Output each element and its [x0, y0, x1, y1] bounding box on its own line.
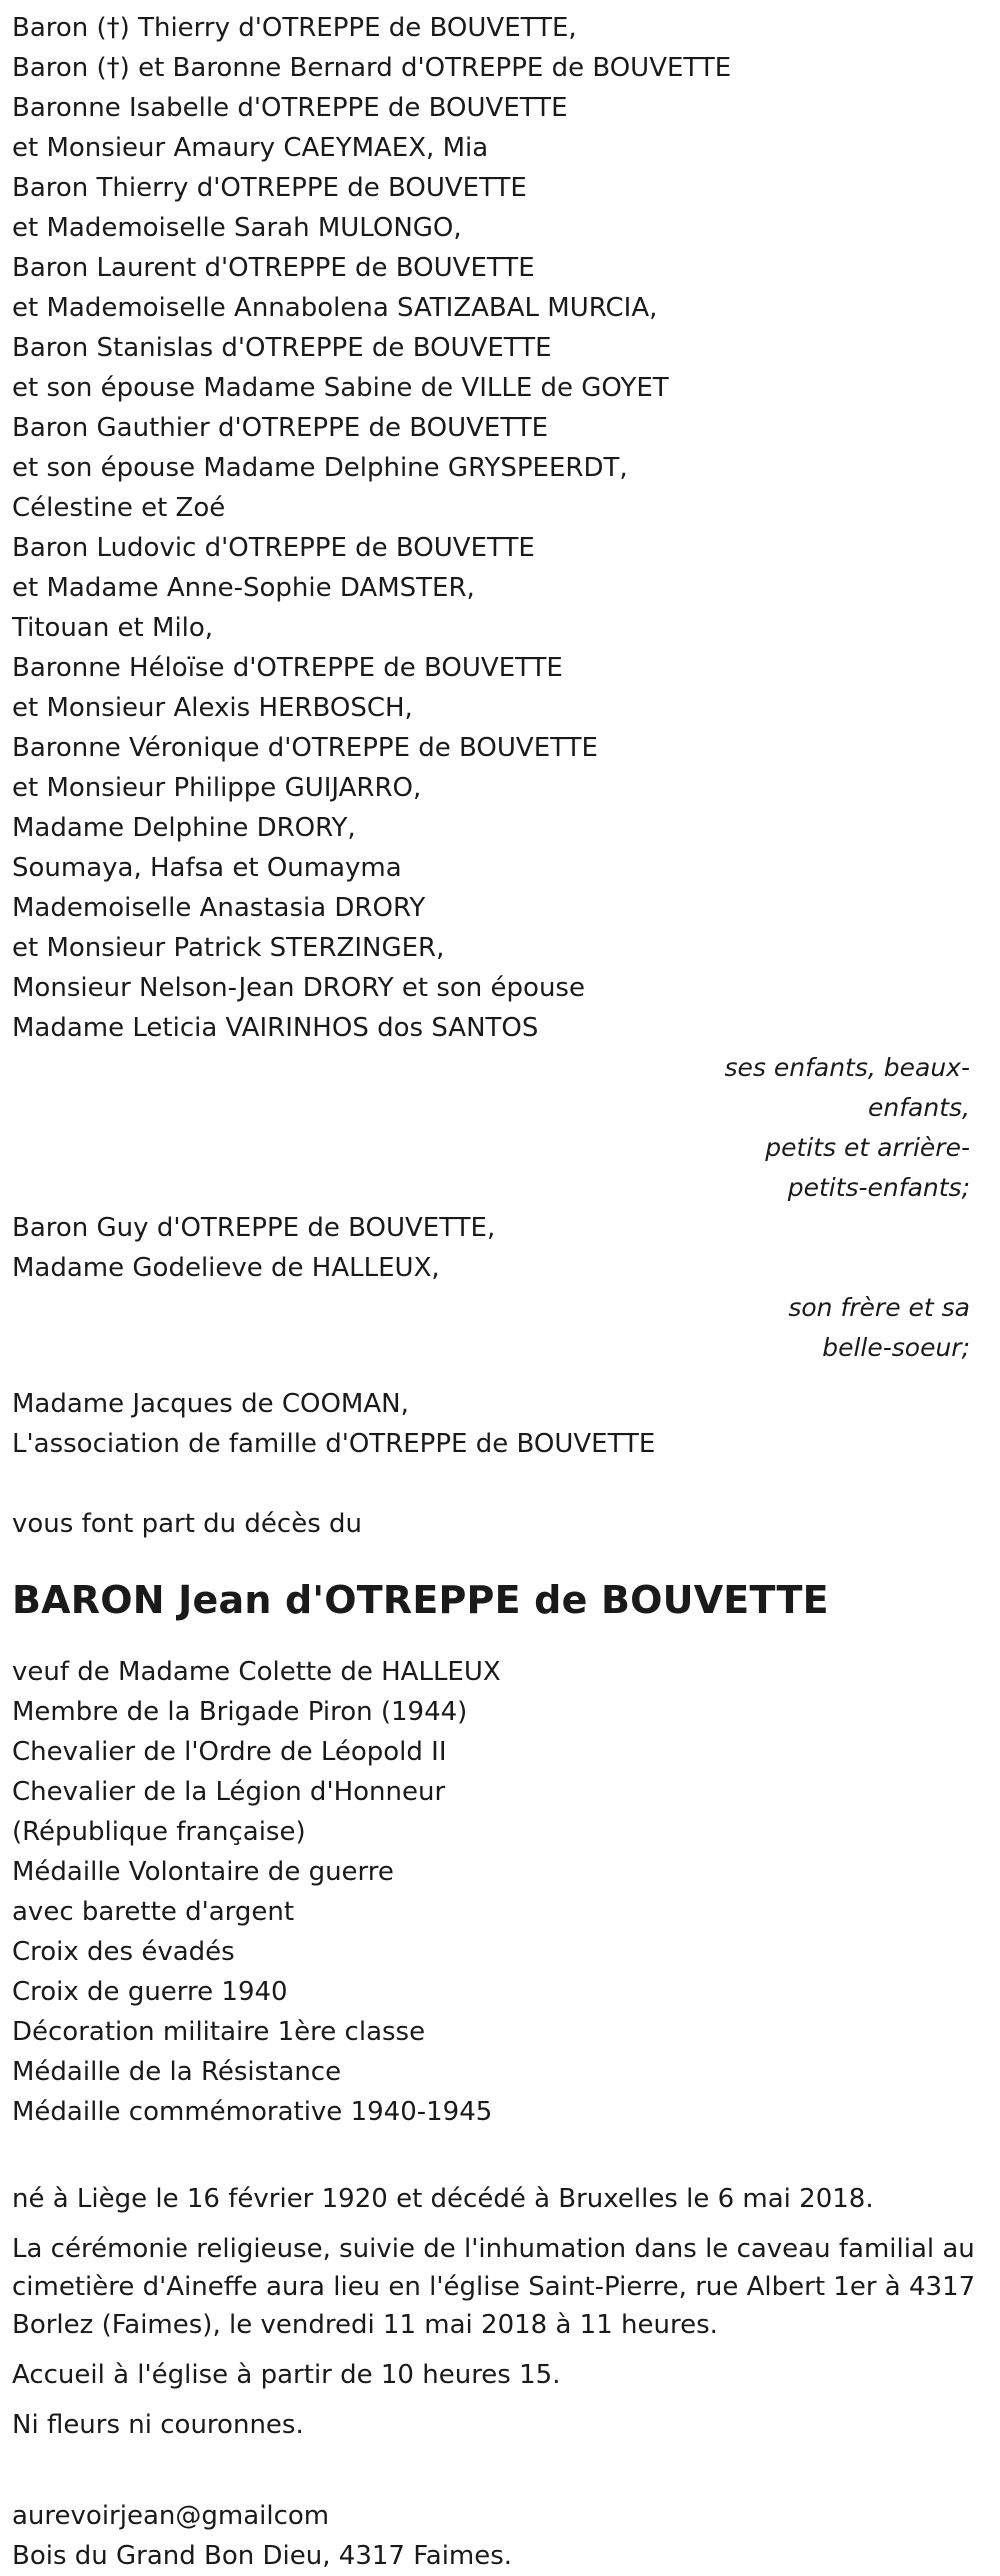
- mourner-line: Baronne Véronique d'OTREPPE de BOUVETTE: [12, 733, 598, 763]
- mourner-line: Baron Laurent d'OTREPPE de BOUVETTE: [12, 253, 535, 283]
- contact-email: aurevoirjean@gmailcom: [12, 2501, 330, 2531]
- mourner-line: et Monsieur Amaury CAEYMAEX, Mia: [12, 133, 489, 163]
- title-line: (République française): [12, 1817, 306, 1847]
- title-line: Médaille commémorative 1940-1945: [12, 2097, 493, 2127]
- relation-line: petits et arrière-: [765, 1133, 970, 1162]
- title-line: veuf de Madame Colette de HALLEUX: [12, 1657, 501, 1687]
- contact-block: [12, 2496, 988, 2576]
- mourner-line: Monsieur Nelson-Jean DRORY et son épouse: [12, 973, 585, 1003]
- relation-group-1: [12, 1048, 988, 1208]
- title-line: Croix des évadés: [12, 1937, 235, 1967]
- mourner-line: Célestine et Zoé: [12, 493, 226, 523]
- mourner-line: et Monsieur Philippe GUIJARRO,: [12, 773, 422, 803]
- mourner-line: Soumaya, Hafsa et Oumayma: [12, 853, 402, 883]
- deceased-name: BARON Jean d'OTREPPE de BOUVETTE: [12, 1578, 829, 1622]
- mourner-line: Madame Godelieve de HALLEUX,: [12, 1253, 440, 1283]
- announcement: vous font part du décès du: [12, 1509, 362, 1539]
- mourner-line: Baron (†) Thierry d'OTREPPE de BOUVETTE,: [12, 13, 577, 43]
- mourners-group-2: [12, 1208, 988, 1288]
- mourner-line: Baron Ludovic d'OTREPPE de BOUVETTE: [12, 533, 535, 563]
- title-line: avec barette d'argent: [12, 1897, 295, 1927]
- mourner-line: Baronne Héloïse d'OTREPPE de BOUVETTE: [12, 653, 563, 683]
- title-line: Médaille de la Résistance: [12, 2057, 342, 2087]
- title-line: Membre de la Brigade Piron (1944): [12, 1697, 468, 1727]
- mourner-line: Baron Thierry d'OTREPPE de BOUVETTE: [12, 173, 527, 203]
- relation-line: petits-enfants;: [787, 1173, 970, 1202]
- birth-death-dates: né à Liège le 16 février 1920 et décédé à Bruxelles le 6 mai 2018.: [12, 2184, 874, 2214]
- ceremony-details: La cérémonie religieuse, suivie de l'inhumation dans le caveau familial au cimetière d'Aineffe aura lieu en l'église Saint-Pierre, rue Albert 1er à 4317 Borlez (Faimes), le vendredi 11 mai 2018 à 11 heures.: [12, 2234, 976, 2340]
- mourner-line: Madame Jacques de COOMAN,: [12, 1389, 409, 1419]
- flowers-note: Ni fleurs ni couronnes.: [12, 2410, 304, 2440]
- mourner-line: et son épouse Madame Sabine de VILLE de GOYET: [12, 373, 669, 403]
- mourner-line: Mademoiselle Anastasia DRORY: [12, 893, 426, 923]
- title-line: Médaille Volontaire de guerre: [12, 1857, 394, 1887]
- mourner-line: Madame Delphine DRORY,: [12, 813, 356, 843]
- title-line: Décoration militaire 1ère classe: [12, 2017, 426, 2047]
- reception-info: Accueil à l'église à partir de 10 heures 15.: [12, 2360, 561, 2390]
- mourner-line: L'association de famille d'OTREPPE de BOUVETTE: [12, 1429, 656, 1459]
- mourner-line: Baronne Isabelle d'OTREPPE de BOUVETTE: [12, 93, 568, 123]
- relation-line: ses enfants, beaux-: [724, 1053, 970, 1082]
- mourner-line: et Monsieur Patrick STERZINGER,: [12, 933, 445, 963]
- relation-group-2: [12, 1288, 988, 1368]
- mourner-line: et Mademoiselle Sarah MULONGO,: [12, 213, 462, 243]
- mourner-line: Baron Stanislas d'OTREPPE de BOUVETTE: [12, 333, 552, 363]
- mourner-line: et son épouse Madame Delphine GRYSPEERDT,: [12, 453, 628, 483]
- mourner-line: Baron (†) et Baronne Bernard d'OTREPPE de BOUVETTE: [12, 53, 732, 83]
- title-line: Chevalier de la Légion d'Honneur: [12, 1777, 446, 1807]
- mourner-line: Baron Guy d'OTREPPE de BOUVETTE,: [12, 1213, 496, 1243]
- mourner-line: Titouan et Milo,: [12, 613, 214, 643]
- titles-list: [12, 1652, 988, 2132]
- relation-line: enfants,: [868, 1093, 970, 1122]
- mourner-line: et Monsieur Alexis HERBOSCH,: [12, 693, 413, 723]
- relation-line: belle-soeur;: [822, 1333, 970, 1362]
- mourner-line: et Madame Anne-Sophie DAMSTER,: [12, 573, 475, 603]
- mourners-group-1: [12, 8, 988, 1048]
- mourners-group-3: [12, 1384, 988, 1464]
- mourner-line: Madame Leticia VAIRINHOS dos SANTOS: [12, 1013, 539, 1043]
- mourner-line: Baron Gauthier d'OTREPPE de BOUVETTE: [12, 413, 549, 443]
- title-line: Chevalier de l'Ordre de Léopold II: [12, 1737, 447, 1767]
- mourner-line: et Mademoiselle Annabolena SATIZABAL MURCIA,: [12, 293, 658, 323]
- contact-address: Bois du Grand Bon Dieu, 4317 Faimes.: [12, 2541, 513, 2571]
- title-line: Croix de guerre 1940: [12, 1977, 288, 2007]
- relation-line: son frère et sa: [788, 1293, 970, 1322]
